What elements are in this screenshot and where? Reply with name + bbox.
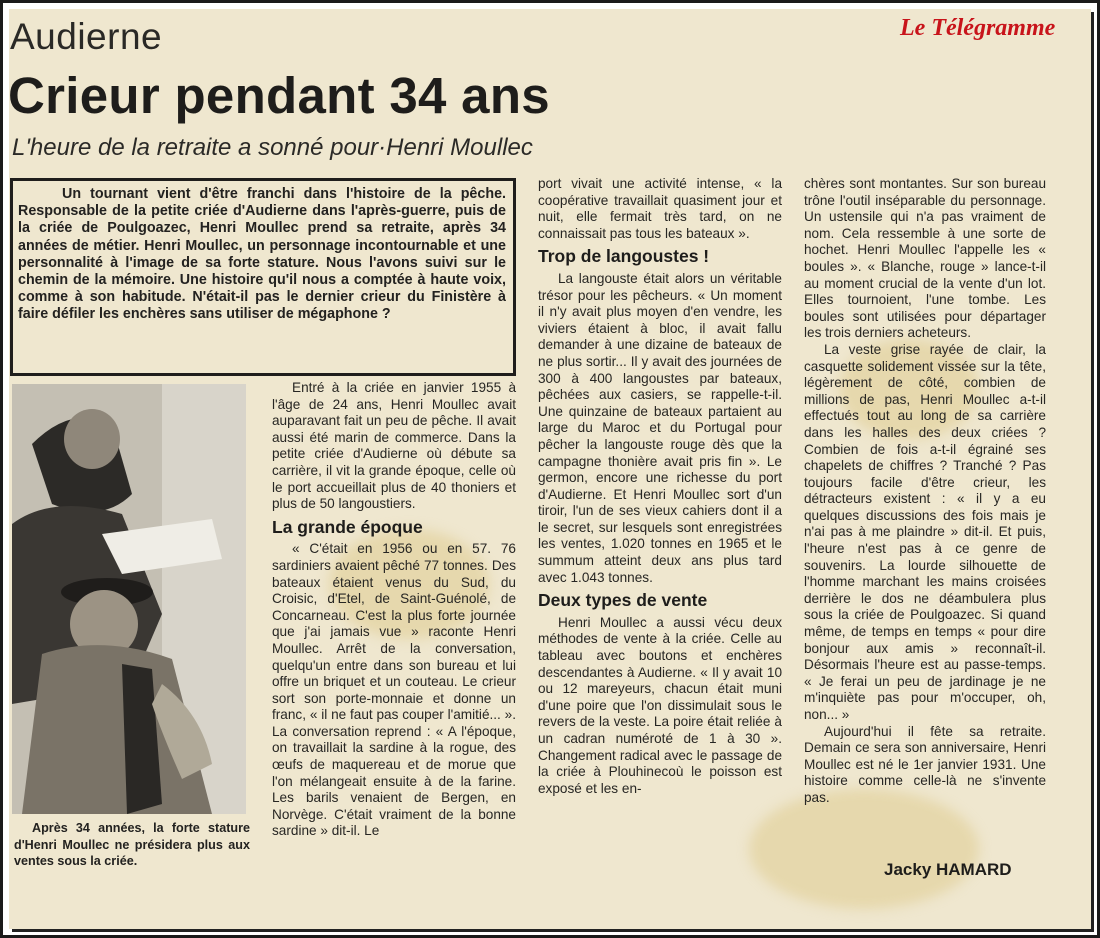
body-paragraph: chères sont montantes. Sur son bureau trône l'outil inséparable du personnage. Un ustensile qui n'a pas vraiment de nom. Cela ressemble à une sorte de hochet. Henri Moullec l'appelle les « boules ». « Blanche, rouge » lance-t-il au moment crucial de la vente d'un lot. Elles tournoient, l'une tombe. Les boules sont utilisées pour départager les trois derniers acheteurs.	[804, 176, 1046, 341]
body-paragraph: Aujourd'hui il fête sa retraite. Demain ce sera son anniversaire, Henri Moullec est né le 1er janvier 1931. Une histoire comme celle-là ne s'invente pas.	[804, 723, 1046, 805]
article-column-1	[272, 380, 516, 840]
body-paragraph: Henri Moullec a aussi vécu deux méthodes de vente à la criée. Celle au tableau avec boutons et enchères descendantes à Audierne. « Il y avait 10 ou 12 mareyeurs, chacun était muni d'une poire que l'on dissimulait sous le revers de la veste. La poire était reliée à un cadran numéroté de 1 à 30 ». Changement radical avec le passage de la criée à Plouhinecoù le poisson est exposé et les en-	[538, 614, 782, 796]
subtitle: L'heure de la retraite a sonné pour·Henri Moullec	[12, 134, 533, 161]
article-column-2	[538, 176, 782, 797]
article-column-3	[804, 176, 1046, 807]
photo-caption: Après 34 années, la forte stature d'Henri Moullec ne présidera plus aux ventes sous la criée.	[14, 821, 250, 868]
locality-kicker: Audierne	[10, 16, 163, 57]
body-paragraph: « C'était en 1956 ou en 57. 76 sardiniers avaient pêché 77 tonnes. Des bateaux étaient venus du Sud, du Croisic, d'Etel, de Saint-Guénolé, de Concarneau. C'est la plus forte journée que j'ai jamais vue » raconte Henri Moullec. Arrêt de la conversation, quelqu'un entre dans son bureau et lui offre un briquet et un couteau. Le crieur sort son porte-monnaie et donne un franc, « il ne faut pas couper l'amitié... ». La conversation reprend : « A l'époque, on travaillait la sardine à la rogue, des œufs de maquereau et de morue que l'on mélangeait ensuite à de la farine. Les barils venaient de Bergen, en Norvège. C'était vraiment de la bonne sardine » dit-il. Le	[272, 541, 516, 839]
body-paragraph: La langouste était alors un véritable trésor pour les pêcheurs. « Un moment il n'y avait plus moyen d'en vendre, les viviers étaient à bloc, il avait fallu demander à une dizaine de bateaux de ne plus sortir... Il y avait des journées de 300 à 400 langoustes par bateaux, pêchées aux casiers, se rappelle-t-il. Une quinzaine de bateaux partaient au large du Maroc et du Portugal pour pêcher la langouste rouge dès que la campagne thonière avait pris fin ». Le germon, encore une richesse du port d'Audierne. Et Henri Moullec sort d'un tiroir, l'un de ses vieux cahiers dont il a le secret, sur lesquels sont enregistrées les ventes, 1.020 tonnes en 1965 et le summum atteint deux ans plus tard avec 1.043 tonnes.	[538, 270, 782, 585]
body-paragraph: La veste grise rayée de clair, la casquette solidement vissée sur la tête, légèrement de côté, combien de millions de pas, Henri Moullec a-t-il effectués tout au long de sa carrière dans les halles des deux criées ? Combien de fois a-t-il égrainé ses chapelets de chiffres ? Tranché ? Pas toujours facile d'être crieur, les détracteurs existent : « il y a eu quelques discussions des fois mais je n'ai pas à me plaindre » dit-il. Et puis, l'heure n'est pas à ce genre de souvenirs. La lourde silhouette de l'homme marchant les mains croisées derrière le dos ne déambulera plus sous la criée de Poulgoazec. Si quand même, de temps en temps « pour dire bonjour aux amis » reconnaît-il. Désormais l'heure est au passe-temps. « Je ferai un peu de jardinage je ne m'inquiète pas pour m'occuper, oh, non... »	[804, 341, 1046, 722]
body-paragraph: Entré à la criée en janvier 1955 à l'âge de 24 ans, Henri Moullec avait auparavant fait un peu de pêche. Il avait aussi été marin de commerce. Dans la petite criée d'Audierne où débute sa carrière, il vit la grande époque, celle où le port accueillait plus de 40 thoniers et plus de 50 langoustiers.	[272, 380, 516, 512]
intro-paragraph: Un tournant vient d'être franchi dans l'histoire de la pêche. Responsable de la petite criée d'Audierne dans l'après-guerre, puis de la criée de Poulgoazec, Henri Moullec prend sa retraite, après 34 années de métier. Henri Moullec, un personnage incontournable et une personnalité à l'image de sa forte stature. Nous l'avons suivi sur le chemin de la mémoire. Une histoire qu'il nous a comptée à haute voix, comme à son habitude. N'était-il pas le dernier crieur du Finistère à faire défiler les enchères sans utiliser de mégaphone ?	[18, 186, 506, 323]
photo-illustration	[12, 384, 246, 814]
newspaper-name: Le Télégramme	[900, 15, 1056, 41]
paper-stain	[749, 789, 979, 909]
section-heading: Deux types de vente	[538, 590, 708, 611]
portrait-photo	[12, 384, 246, 814]
section-heading: Trop de langoustes !	[538, 246, 710, 267]
section-heading: La grande époque	[272, 516, 423, 537]
author-signature: Jacky HAMARD	[884, 860, 1012, 879]
body-paragraph: port vivait une activité intense, « la coopérative travaillait quasiment jour et nuit, elle fermait très tard, on ne connaissait pas tous les bateaux ».	[538, 176, 782, 241]
headline: Crieur pendant 34 ans	[8, 67, 550, 124]
